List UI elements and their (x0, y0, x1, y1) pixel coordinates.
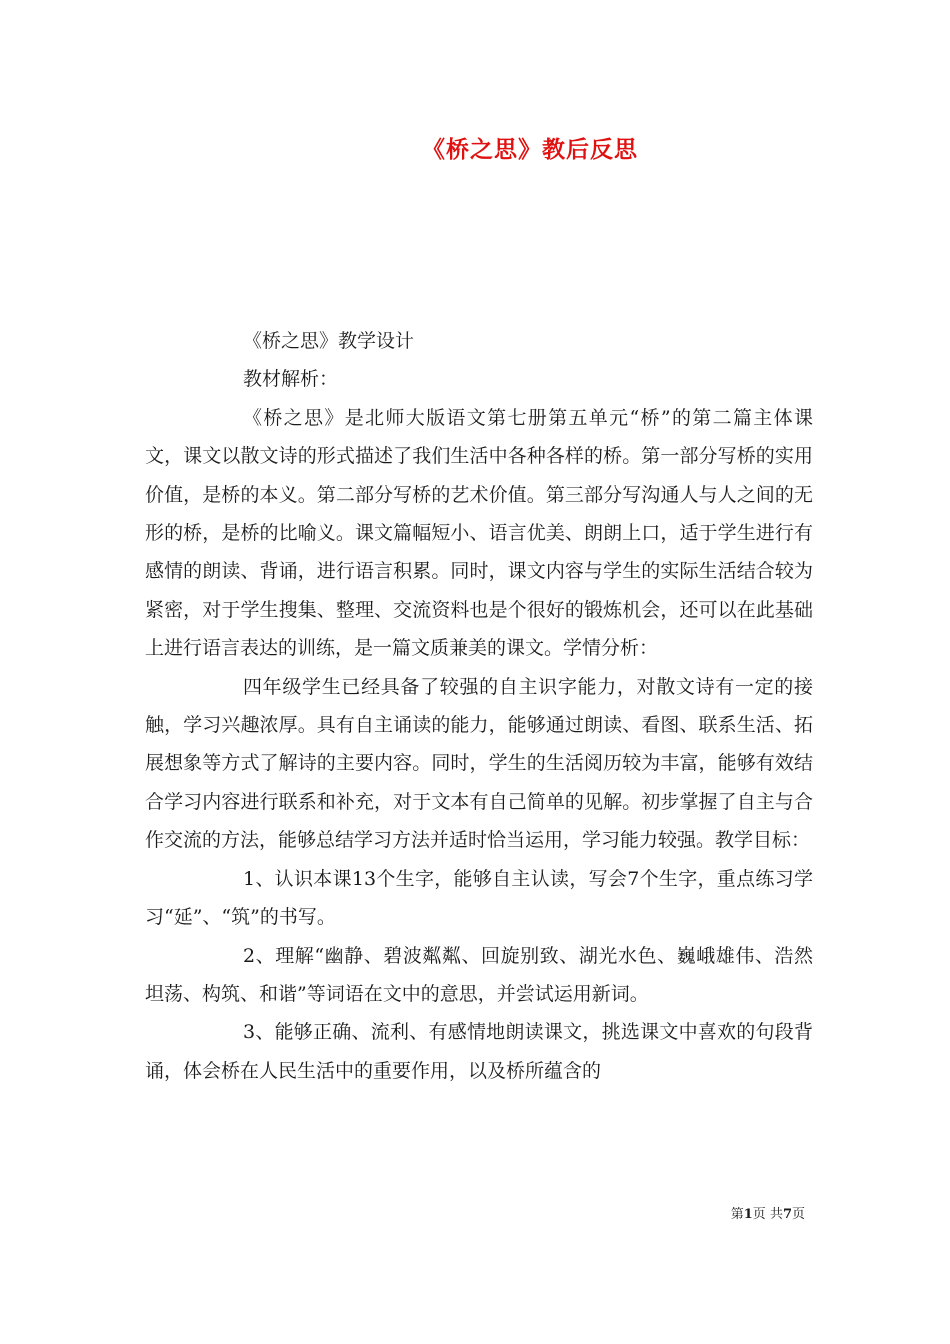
paragraph-goal-1: 1、认识本课13个生字，能够自主认读，写会7个生字，重点练习学习“延”、“筑”的书写。 (145, 867, 813, 929)
paragraph-goal-3: 3、能够正确、流利、有感情地朗读课文，挑选课文中喜欢的句段背诵，体会桥在人民生活中的重要作用，以及桥所蕴含的 (145, 1021, 813, 1082)
document-body (145, 322, 813, 1090)
footer-current-page: 1 (743, 1207, 753, 1222)
page-footer (731, 1203, 805, 1222)
footer-middle: 页 共 (752, 1207, 783, 1222)
paragraph-section-label: 教材解析： (243, 368, 339, 391)
footer-prefix: 第 (730, 1207, 744, 1222)
footer-total-pages: 7 (782, 1207, 792, 1222)
paragraph-student-analysis: 四年级学生已经具备了较强的自主识字能力，对散文诗有一定的接触，学习兴趣浓厚。具有自主诵读的能力，能够通过朗读、看图、联系生活、拓展想象等方式了解诗的主要内容。同时，学生的生活阅历较为丰富，能够有效结合学习内容进行联系和补充，对于文本有自己简单的见解。初步掌握了自主与合作交流的方法，能够总结学习方法并适时恰当运用，学习能力较强。教学目标： (145, 675, 813, 852)
paragraph-textbook-analysis: 《桥之思》是北师大版语文第七册第五单元“桥”的第二篇主体课文，课文以散文诗的形式描述了我们生活中各种各样的桥。第一部分写桥的实用价值，是桥的本义。第二部分写桥的艺术价值。第三部分写沟通人与人之间的无形的桥，是桥的比喻义。课文篇幅短小、语言优美、朗朗上口，适于学生进行有感情的朗读、背诵，进行语言积累。同时，课文内容与学生的实际生活结合较为紧密，对于学生搜集、整理、交流资料也是个很好的锻炼机会，还可以在此基础上进行语言表达的训练，是一篇文质兼美的课文。学情分析： (145, 406, 813, 660)
paragraph-heading: 《桥之思》教学设计 (243, 330, 415, 352)
footer-suffix: 页 (791, 1207, 805, 1222)
document-title: 《桥之思》教后反思 (422, 136, 638, 163)
paragraph-goal-2: 2、理解“幽静、碧波粼粼、回旋别致、湖光水色、巍峨雄伟、浩然坦荡、构筑、和谐”等词语在文中的意思，并尝试运用新词。 (145, 944, 813, 1005)
